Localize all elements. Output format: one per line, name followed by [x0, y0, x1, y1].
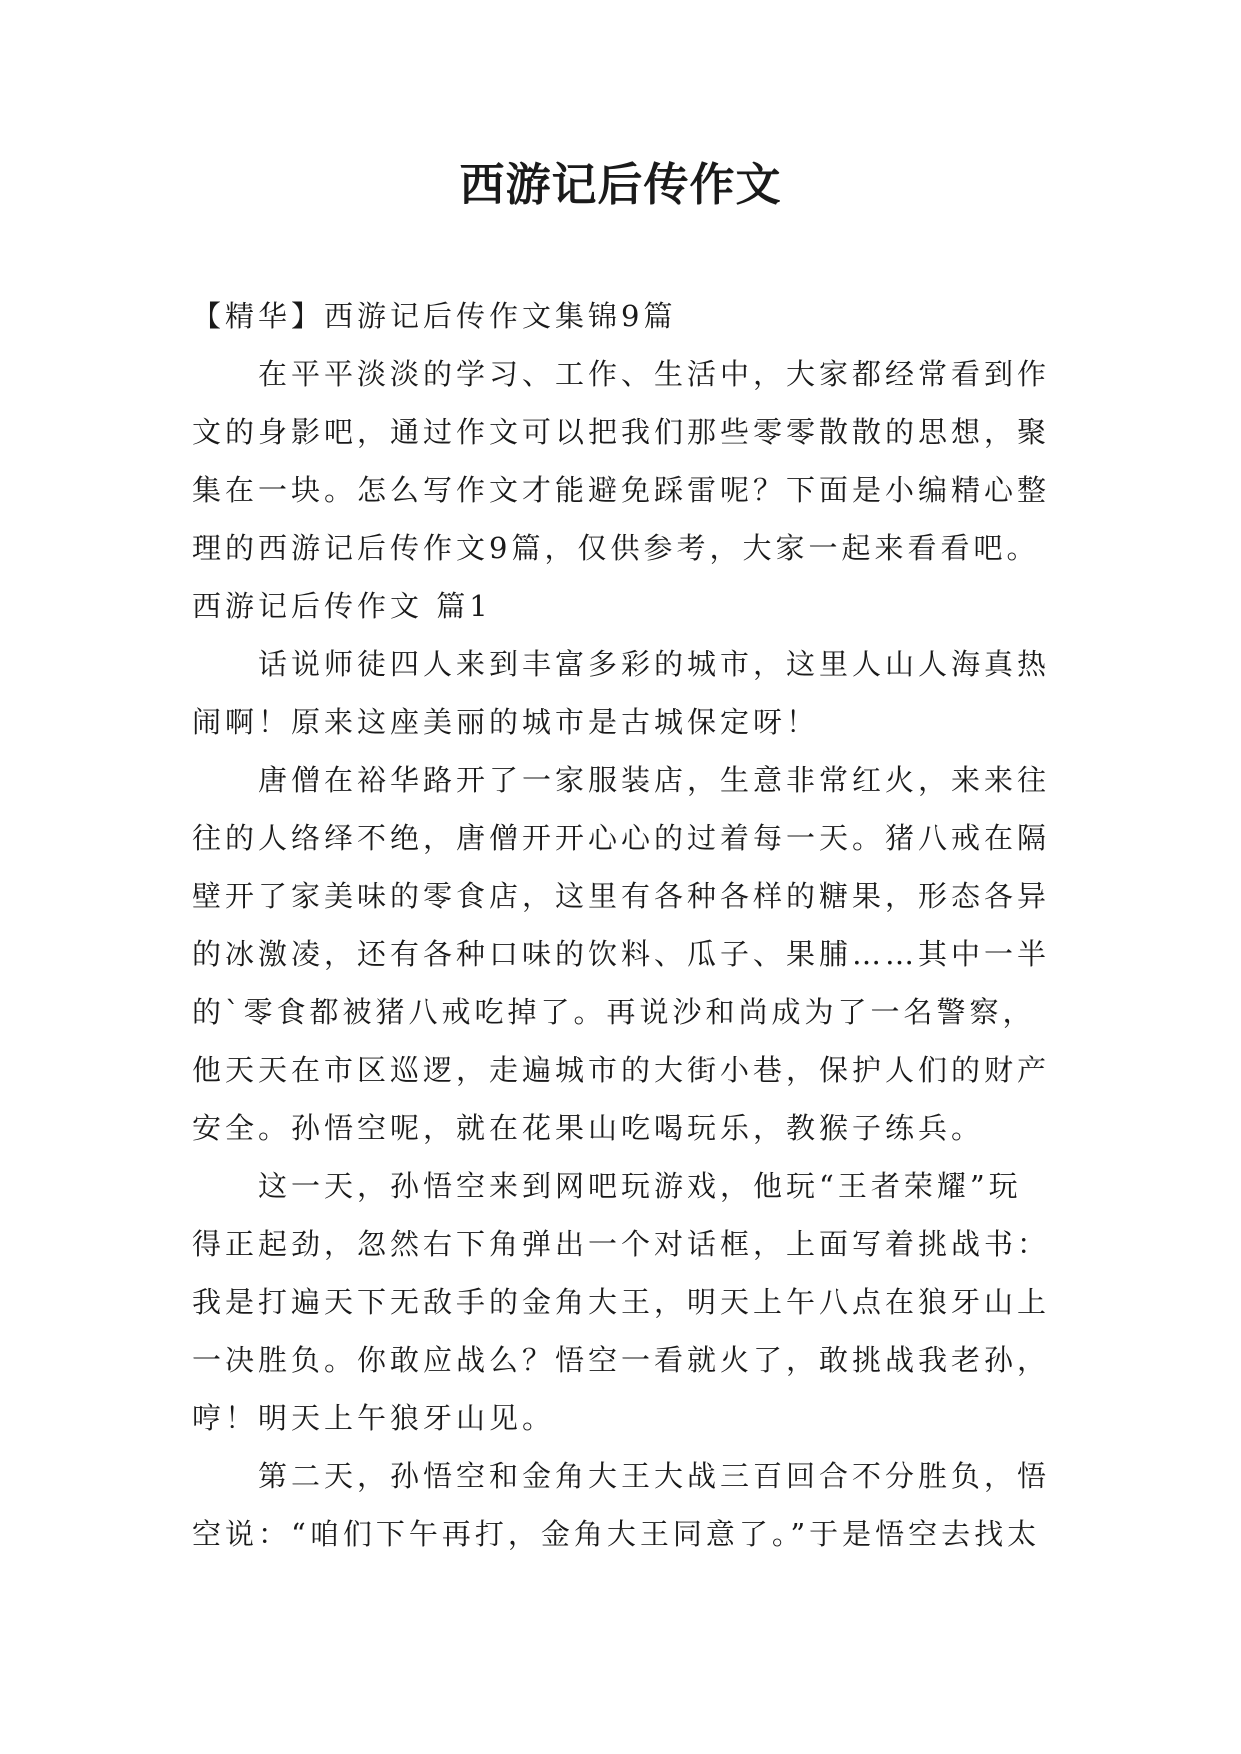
body-line: 的`零食都被猪八戒吃掉了。再说沙和尚成为了一名警察，	[192, 995, 1036, 1029]
document-title: 西游记后传作文	[459, 158, 782, 211]
body-line: 哼！明天上午狼牙山见。	[192, 1401, 556, 1435]
body-line: 得正起劲，忽然右下角弹出一个对话框，上面写着挑战书：	[192, 1227, 1051, 1261]
body-line: 他天天在市区巡逻，走遍城市的大街小巷，保护人们的财产	[192, 1053, 1051, 1087]
body-line: 我是打遍天下无敌手的金角大王，明天上午八点在狼牙山上	[192, 1285, 1051, 1319]
body-line: 壁开了家美味的零食店，这里有各种各样的糖果，形态各异	[192, 879, 1051, 913]
body-line: 唐僧在裕华路开了一家服装店，生意非常红火，来来往	[258, 763, 1051, 797]
body-line: 的冰激凌，还有各种口味的饮料、瓜子、果脯……其中一半	[192, 937, 1051, 971]
body-line: 理的西游记后传作文9篇，仅供参考，大家一起来看看吧。	[192, 531, 1040, 565]
body-line: 第二天，孙悟空和金角大王大战三百回合不分胜负，悟	[258, 1459, 1051, 1493]
document-body	[192, 287, 1072, 1563]
body-line: 文的身影吧，通过作文可以把我们那些零零散散的思想，聚	[192, 415, 1051, 449]
body-line: 话说师徒四人来到丰富多彩的城市，这里人山人海真热	[258, 647, 1051, 681]
body-line: 往的人络绎不绝，唐僧开开心心的过着每一天。猪八戒在隔	[192, 821, 1051, 855]
body-line: 在平平淡淡的学习、工作、生活中，大家都经常看到作	[258, 357, 1051, 391]
body-line: 这一天，孙悟空来到网吧玩游戏，他玩“王者荣耀”玩	[258, 1169, 1022, 1203]
body-line: 空说：“咱们下午再打，金角大王同意了。”于是悟空去找太	[192, 1517, 1041, 1551]
section-heading: 西游记后传作文 篇1	[192, 589, 492, 623]
body-line: 集在一块。怎么写作文才能避免踩雷呢？下面是小编精心整	[192, 473, 1051, 507]
subtitle-line: 【精华】西游记后传作文集锦9篇	[192, 299, 677, 333]
body-line: 安全。孙悟空呢，就在花果山吃喝玩乐，教猴子练兵。	[192, 1111, 985, 1145]
body-line: 闹啊！原来这座美丽的城市是古城保定呀！	[192, 705, 820, 739]
body-line: 一决胜负。你敢应战么？悟空一看就火了，敢挑战我老孙，	[192, 1343, 1051, 1377]
